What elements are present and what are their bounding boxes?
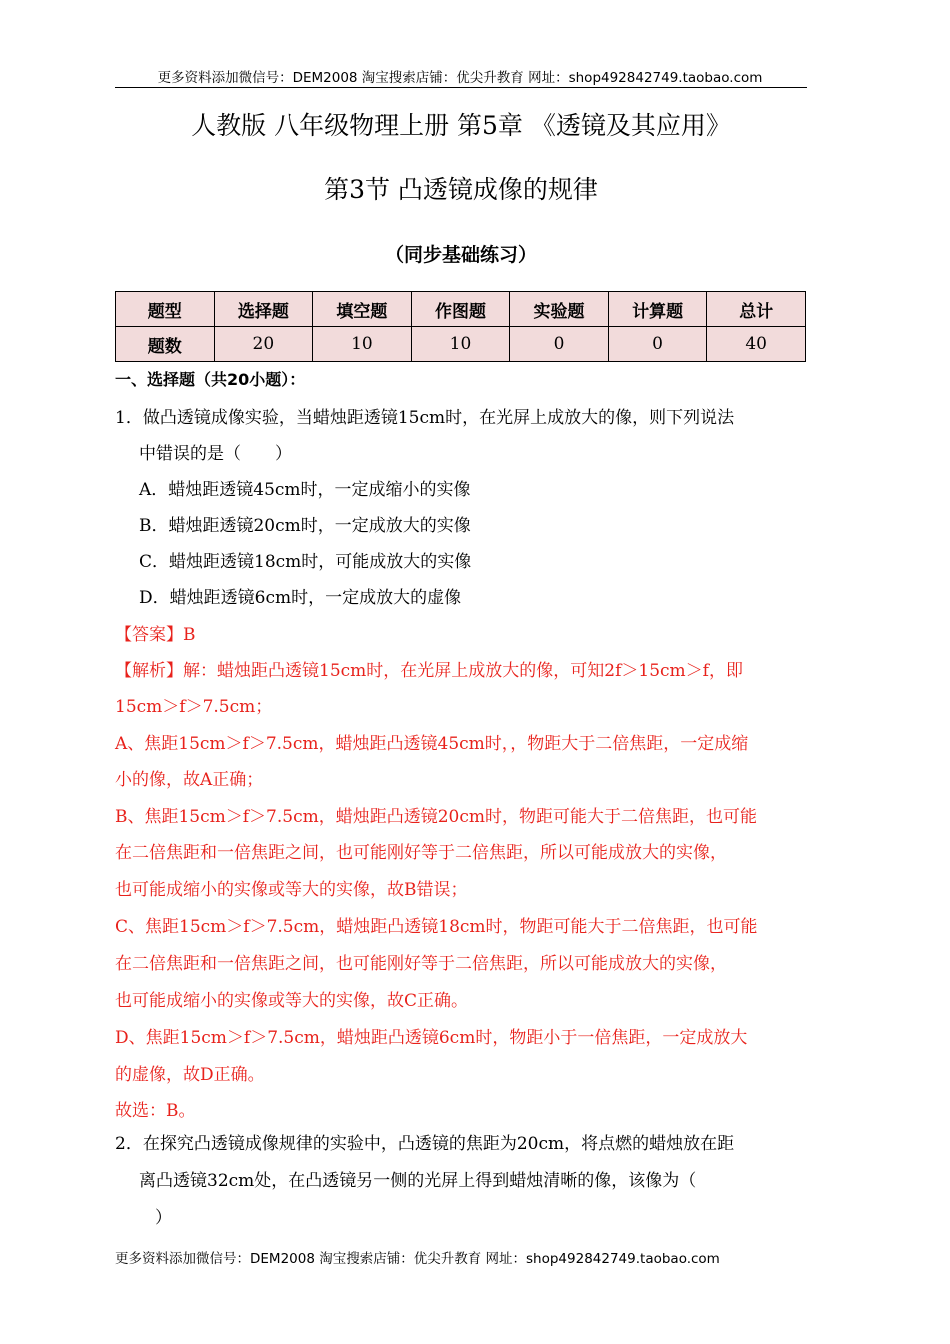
analysis-line: B、焦距15cm＞f＞7.5cm，蜡烛距凸透镜20cm时，物距可能大于二倍焦距，也可能 bbox=[115, 807, 758, 827]
analysis-line: C、焦距15cm＞f＞7.5cm，蜡烛距凸透镜18cm时，物距可能大于二倍焦距，也可能 bbox=[115, 917, 758, 937]
question-1-stem-cont: 中错误的是（ ） bbox=[139, 444, 292, 464]
analysis-line: A、焦距15cm＞f＞7.5cm，蜡烛距凸透镜45cm时，，物距大于二倍焦距，一定成缩 bbox=[115, 734, 749, 754]
table-cell: 10 bbox=[313, 327, 412, 362]
analysis-line: 也可能成缩小的实像或等大的实像，故C正确。 bbox=[115, 991, 469, 1011]
table-cell: 20 bbox=[214, 327, 313, 362]
table-header-cell: 总计 bbox=[707, 292, 806, 327]
table-header-cell: 填空题 bbox=[313, 292, 412, 327]
question-2-stem: 2．在探究凸透镜成像规律的实验中，凸透镜的焦距为20cm，将点燃的蜡烛放在距 bbox=[115, 1134, 735, 1154]
table-cell: 10 bbox=[411, 327, 510, 362]
answer-line bbox=[115, 620, 196, 645]
answer-label: 【答案】 bbox=[115, 625, 183, 645]
table-cell: 40 bbox=[707, 327, 806, 362]
section-title: 一、选择题（共20小题）： bbox=[115, 370, 306, 389]
table-cell: 题数 bbox=[116, 327, 215, 362]
page-header: 更多资料添加微信号：DEM2008 淘宝搜索店铺：优尖升教育 网址：shop492842749.taobao.com bbox=[157, 70, 763, 86]
analysis-line: 也可能成缩小的实像或等大的实像，故B错误； bbox=[115, 880, 468, 900]
analysis-line: 在二倍焦距和一倍焦距之间，也可能刚好等于二倍焦距，所以可能成放大的实像， bbox=[115, 843, 727, 863]
table-cell: 0 bbox=[510, 327, 609, 362]
option-d: D．蜡烛距透镜6cm时，一定成放大的虚像 bbox=[139, 588, 462, 608]
section-heading: 第3节 凸透镜成像的规律 bbox=[324, 175, 598, 204]
table-row bbox=[116, 327, 806, 362]
analysis-line: 在二倍焦距和一倍焦距之间，也可能刚好等于二倍焦距，所以可能成放大的实像， bbox=[115, 954, 727, 974]
table-header-cell: 作图题 bbox=[411, 292, 510, 327]
option-c: C．蜡烛距透镜18cm时，可能成放大的实像 bbox=[139, 552, 472, 572]
table-header-cell: 实验题 bbox=[510, 292, 609, 327]
header-rule bbox=[115, 87, 807, 88]
answer-value: B bbox=[183, 625, 196, 645]
analysis-text: 解：蜡烛距凸透镜15cm时，在光屏上成放大的像，可知2f＞15cm＞f，即 bbox=[183, 661, 743, 681]
analysis-line bbox=[115, 656, 743, 681]
doc-subtitle: （同步基础练习） bbox=[384, 244, 537, 266]
doc-title: 人教版 八年级物理上册 第5章 《透镜及其应用》 bbox=[191, 111, 731, 140]
analysis-line: 小的像，故A正确； bbox=[115, 770, 264, 790]
question-1-stem: 1．做凸透镜成像实验，当蜡烛距透镜15cm时，在光屏上成放大的像，则下列说法 bbox=[115, 408, 735, 428]
analysis-line: 的虚像，故D正确。 bbox=[115, 1065, 265, 1085]
table-header-cell: 计算题 bbox=[608, 292, 707, 327]
analysis-line: 15cm＞f＞7.5cm； bbox=[115, 697, 273, 717]
question-stats-table bbox=[115, 291, 806, 362]
table-header-row bbox=[116, 292, 806, 327]
option-a: A．蜡烛距透镜45cm时，一定成缩小的实像 bbox=[139, 480, 471, 500]
table-cell: 0 bbox=[608, 327, 707, 362]
table-header-cell: 选择题 bbox=[214, 292, 313, 327]
conclusion-line: 故选：B。 bbox=[115, 1101, 196, 1121]
option-b: B．蜡烛距透镜20cm时，一定成放大的实像 bbox=[139, 516, 471, 536]
question-2-stem-end: ） bbox=[155, 1208, 172, 1228]
question-2-stem-cont: 离凸透镜32cm处，在凸透镜另一侧的光屏上得到蜡烛清晰的像，该像为（ bbox=[139, 1171, 697, 1191]
page-footer: 更多资料添加微信号：DEM2008 淘宝搜索店铺：优尖升教育 网址：shop492842749.taobao.com bbox=[115, 1251, 720, 1267]
table-header-cell: 题型 bbox=[116, 292, 215, 327]
analysis-label: 【解析】 bbox=[115, 661, 183, 681]
analysis-line: D、焦距15cm＞f＞7.5cm，蜡烛距凸透镜6cm时，物距小于一倍焦距，一定成放大 bbox=[115, 1028, 748, 1048]
